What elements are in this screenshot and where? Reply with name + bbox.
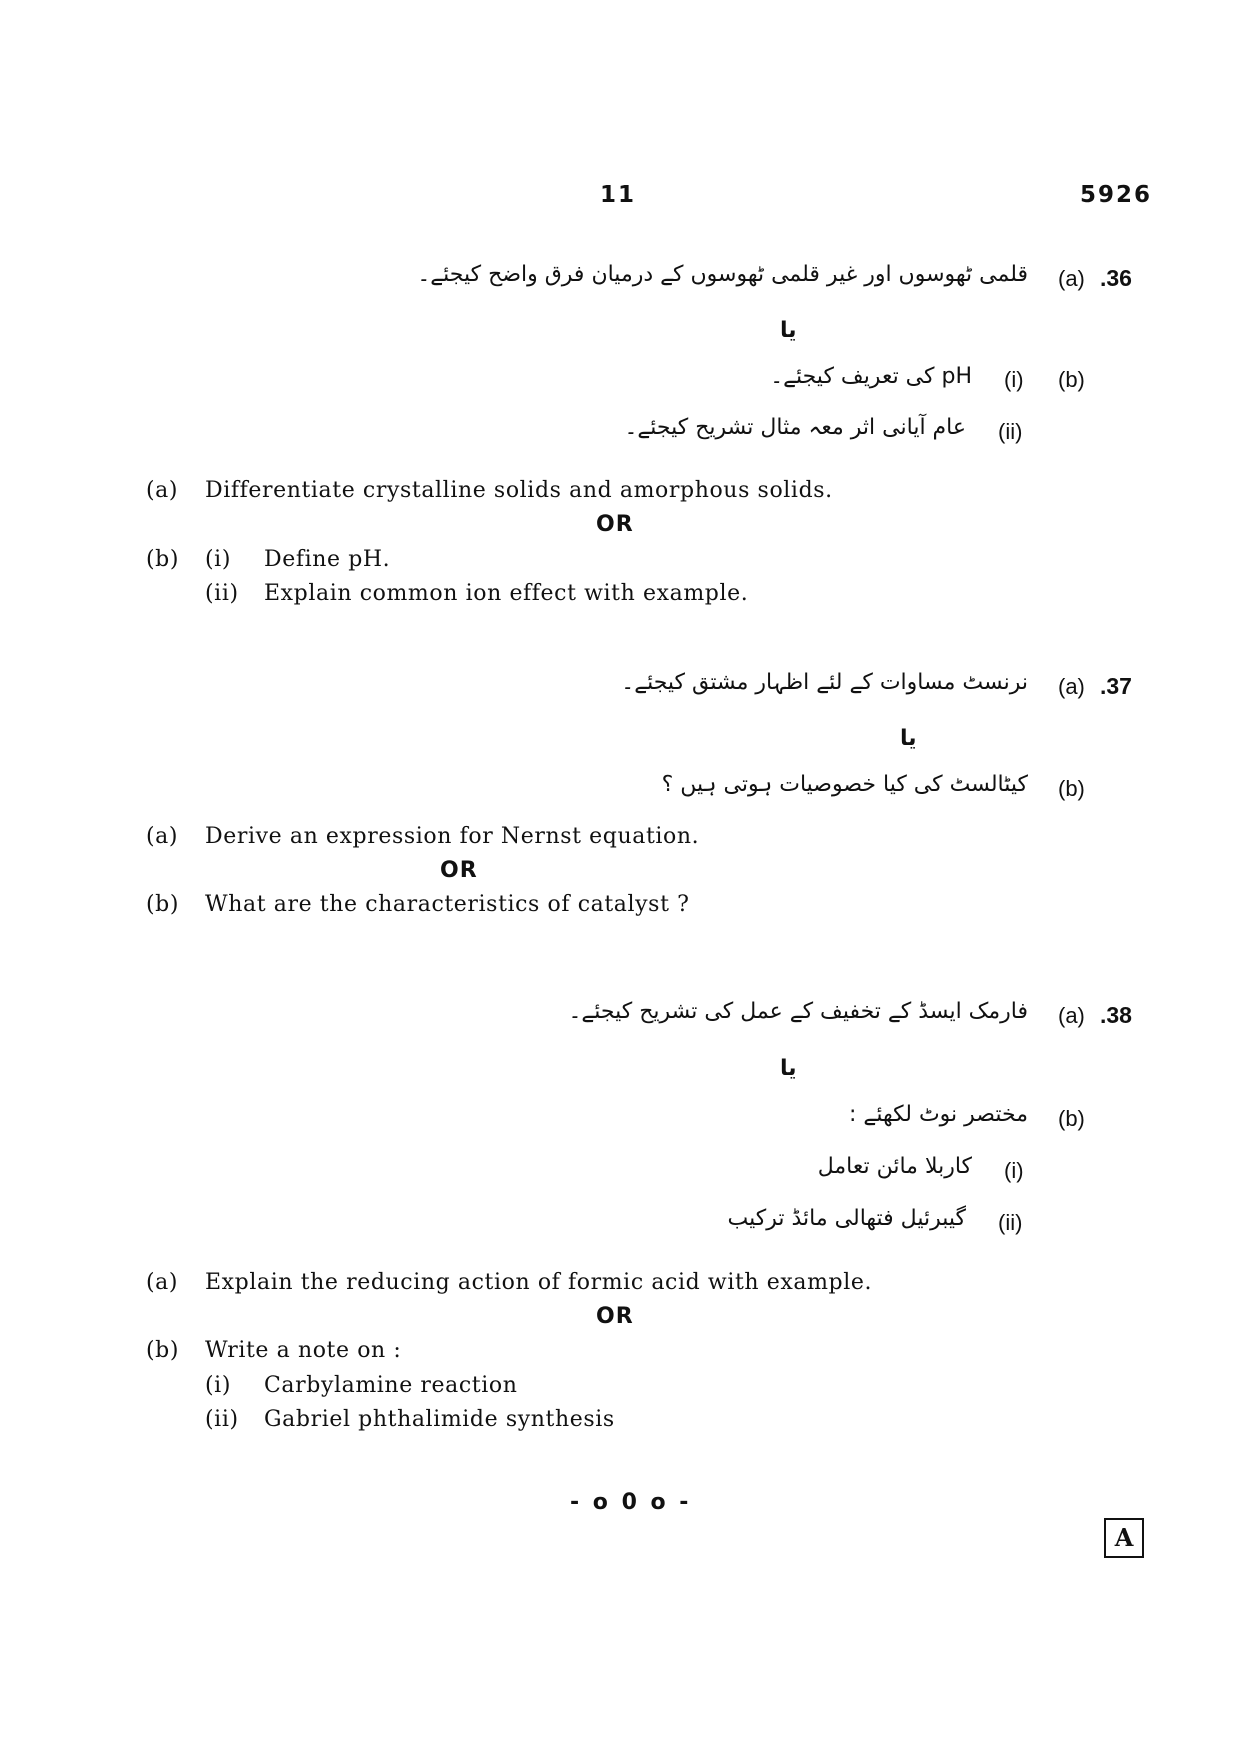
q38-urdu-ii-label: (ii) (998, 1210, 1023, 1235)
q36-en-ii-text: Explain common ion effect with example. (264, 581, 749, 606)
q38-urdu-i-label: (i) (1004, 1158, 1024, 1183)
q38-urdu-b-label: (b) (1058, 1106, 1085, 1131)
q36-urdu-a-text: قلمی ٹھوسوں اور غیر قلمی ٹھوسوں کے درمیان فرق واضح کیجئے۔ (417, 262, 1028, 287)
q36-en-a-text: Differentiate crystalline solids and amorphous solids. (205, 478, 833, 503)
q37-urdu-b-label: (b) (1058, 776, 1085, 801)
q36-urdu-or: یا (780, 318, 797, 343)
q38-urdu-a-label: (a) (1058, 1003, 1085, 1028)
q37-urdu-or: یا (900, 726, 917, 751)
q38-en-i-text: Carbylamine reaction (264, 1373, 518, 1398)
q37-en-a-label: (a) (146, 824, 179, 849)
q38-urdu-or: یا (780, 1056, 797, 1081)
q37-en-b-text: What are the characteristics of catalyst ? (205, 892, 690, 917)
q36-urdu-b-label: (b) (1058, 367, 1085, 392)
question-37-number: .37 (1100, 673, 1132, 699)
paper-version-box: A (1104, 1518, 1144, 1558)
page-number: 11 (600, 182, 637, 208)
q36-en-b-label: (b) (146, 547, 180, 572)
q37-en-b-label: (b) (146, 892, 180, 917)
q38-en-ii-label: (ii) (205, 1407, 239, 1432)
question-36-number: .36 (1100, 265, 1132, 291)
q36-en-or: OR (596, 512, 634, 537)
q36-en-i-text: Define pH. (264, 547, 391, 572)
q38-en-ii-text: Gabriel phthalimide synthesis (264, 1407, 615, 1432)
q36-urdu-i-label: (i) (1004, 367, 1024, 392)
q36-en-a-label: (a) (146, 478, 179, 503)
q36-urdu-a-label: (a) (1058, 266, 1085, 291)
q38-urdu-i-text: کاربلا مائن تعامل (817, 1154, 972, 1179)
end-of-paper-mark: - o 0 o - (570, 1490, 692, 1515)
paper-code: 5926 (1080, 182, 1153, 208)
q36-urdu-ii-label: (ii) (998, 419, 1023, 444)
q38-en-i-label: (i) (205, 1373, 232, 1398)
q37-urdu-b-text: کیٹالسٹ کی کیا خصوصیات ہوتی ہیں ؟ (661, 772, 1028, 797)
q38-urdu-b-text: مختصر نوٹ لکھئے : (849, 1102, 1028, 1127)
q36-en-i-label: (i) (205, 547, 232, 572)
q38-urdu-a-text: فارمک ایسڈ کے تخفیف کے عمل کی تشریح کیجئے۔ (568, 999, 1028, 1024)
q37-en-a-text: Derive an expression for Nernst equation. (205, 824, 700, 849)
q37-urdu-a-label: (a) (1058, 674, 1085, 699)
q36-urdu-ii-text: عام آیانی اثر معہ مثال تشریح کیجئے۔ (624, 415, 966, 440)
q38-en-b-label: (b) (146, 1338, 180, 1363)
q37-urdu-a-text: نرنسٹ مساوات کے لئے اظہار مشتق کیجئے۔ (621, 670, 1028, 695)
q38-en-a-text: Explain the reducing action of formic acid with example. (205, 1270, 873, 1295)
q38-en-a-label: (a) (146, 1270, 179, 1295)
q37-en-or: OR (440, 858, 478, 883)
q38-urdu-ii-text: گیبرئیل فتھالی مائڈ ترکیب (727, 1206, 966, 1231)
q36-urdu-i-text: pH کی تعریف کیجئے۔ (770, 364, 972, 389)
q38-en-or: OR (596, 1304, 634, 1329)
q36-en-ii-label: (ii) (205, 581, 239, 606)
q38-en-b-text: Write a note on : (205, 1338, 402, 1363)
question-38-number: .38 (1100, 1002, 1132, 1028)
